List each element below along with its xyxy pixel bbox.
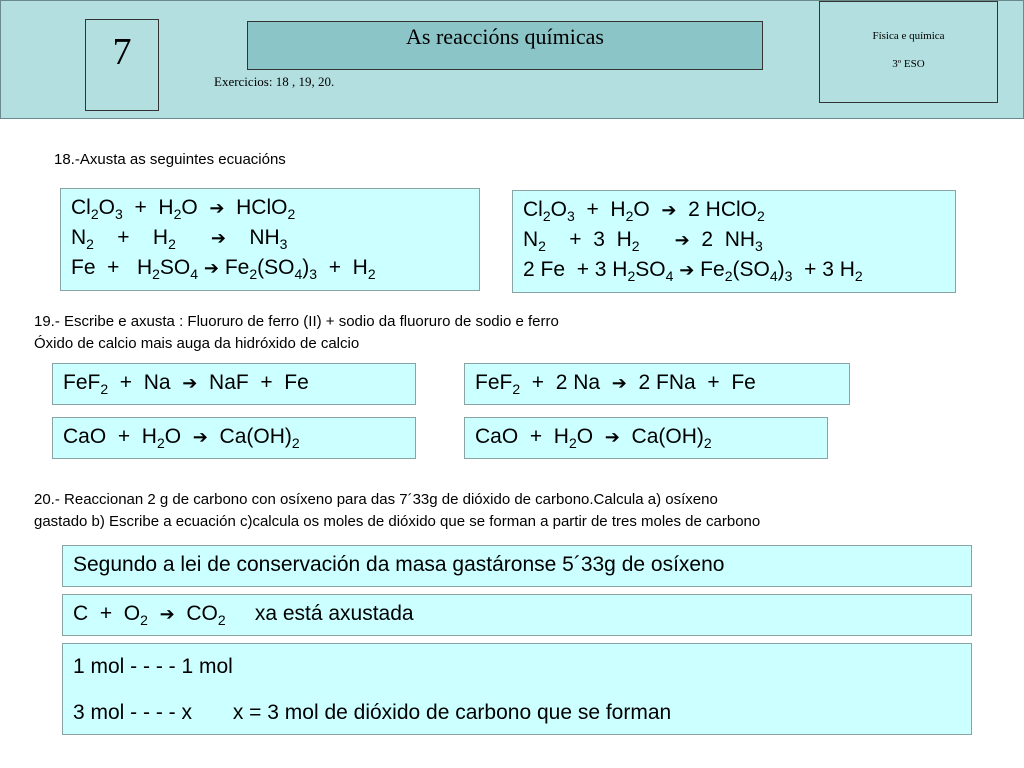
ex19-answer-eq1: FeF$_2$ + 2 Na ➔ 2 FNa + Fe [475,371,756,397]
ex20-answer-b: $C + O_2$ ➔ $CO_2$ xa está axustada [73,602,414,628]
chapter-number: 7 [85,19,159,111]
ex19-eq2-box [52,417,416,459]
ex18-answer-eq2: $N_2$ + 3 $H_2$ ➔ 2 $NH_3$ [523,228,763,254]
arrow-icon: ➔ [679,260,695,280]
ex20-answer-b-box [62,594,972,636]
arrow-icon: ➔ [674,230,690,250]
ex18-eq3: $Fe + H_2SO_4$ ➔ $Fe_2(SO_4)_3 + H_2$ [71,256,376,282]
ex18-balanced-box [512,190,956,293]
ex18-eq1: $Cl_2O_3 + H_2O$ ➔ HClO$_2$ [71,196,296,222]
course-name: 3º ESO [892,58,925,70]
ex20-answer-c-left: 3 mol - - - - x [73,701,192,724]
ex19-prompt-line1: 19.- Escribe e axusta : Fluoruro de ferro (II) + sodio da fluoruro de sodio e ferro [34,313,559,330]
ex20-answer-a-box [62,545,972,587]
page-title: As reaccións químicas [247,21,763,70]
ex19-answer-eq2: CaO + $H_2O$ ➔ $Ca(OH)_2$ [475,425,712,451]
ex18-prompt: 18.-Axusta as seguintes ecuacións [54,151,286,168]
ex20-answer-c-line2 [73,690,971,736]
ex18-unbalanced-box [60,188,480,291]
arrow-icon: ➔ [604,427,620,447]
ex20-prompt-line2: gastado b) Escribe a ecuación c)calcula os moles de dióxido que se forman a partir de tres moles de carbono [34,513,761,530]
ex19-eq2: CaO + $H_2O$ ➔ $Ca(OH)_2$ [63,425,300,451]
ex19-eq1: FeF$_2$ + Na ➔ NaF + Fe [63,371,309,397]
arrow-icon: ➔ [210,228,226,248]
ex18-answer-eq3: 2 Fe + 3 $H_2SO_4$ ➔ $Fe_2(SO_4)_3 + 3$ $H_2$ [523,258,863,284]
ex20-answer-c-box [62,643,972,735]
ex18-eq2: $N_2$ + $H_2$ ➔ $NH_3$ [71,226,288,252]
ex20-answer-b-note: xa está axustada [254,602,414,625]
ex20-answer-c-right: x = 3 mol de dióxido de carbono que se forman [232,701,672,724]
ex19-prompt-line2: Óxido de calcio mais auga da hidróxido de calcio [34,335,360,352]
ex20-prompt-line1: 20.- Reaccionan 2 g de carbono con osíxeno para das 7´33g de dióxido de carbono.Calcula a) osíxeno [34,491,718,508]
ex20-answer-c-line1: 1 mol - - - - 1 mol [73,655,233,678]
subject-box [819,1,998,103]
ex19-answer-eq2-box [464,417,828,459]
ex19-eq1-box [52,363,416,405]
ex18-answer-eq1: $Cl_2O_3 + H_2O$ ➔ 2 HClO$_2$ [523,198,765,224]
arrow-icon: ➔ [661,200,677,220]
arrow-icon: ➔ [203,258,219,278]
header-banner [0,0,1024,119]
subject-name: Física e química [872,30,945,42]
exercise-list: Exercicios: 18 , 19, 20. [214,74,335,89]
ex19-answer-eq1-box [464,363,850,405]
arrow-icon: ➔ [192,427,208,447]
arrow-icon: ➔ [159,604,175,624]
arrow-icon: ➔ [209,198,225,218]
arrow-icon: ➔ [611,373,627,393]
ex20-answer-a: Segundo a lei de conservación da masa gastáronse 5´33g de osíxeno [73,553,725,576]
arrow-icon: ➔ [182,373,198,393]
